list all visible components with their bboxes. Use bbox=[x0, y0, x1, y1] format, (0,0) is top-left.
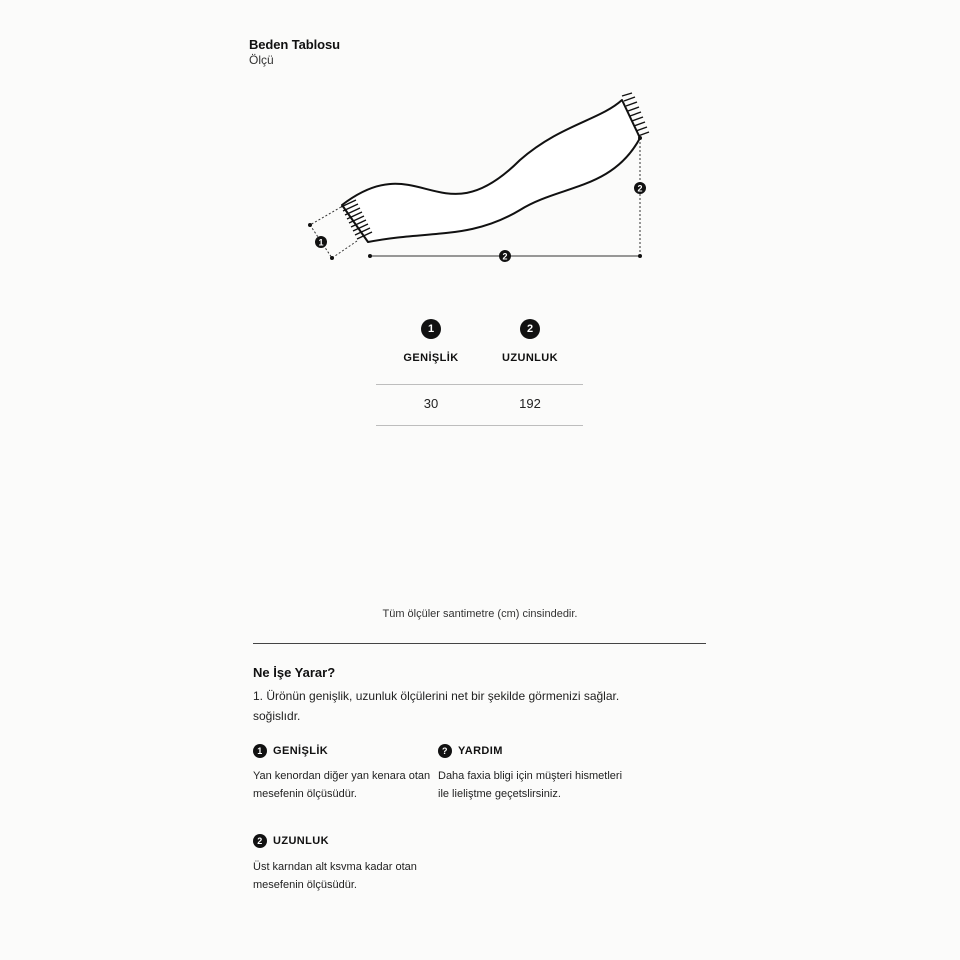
units-note: Tüm ölçüler santimetre (cm) cinsindedir. bbox=[382, 608, 578, 620]
info-width-heading bbox=[253, 744, 328, 758]
marker-2-icon bbox=[499, 250, 511, 262]
table-rule-top bbox=[376, 384, 583, 385]
badge-1-icon: 1 bbox=[421, 319, 441, 339]
svg-text:2: 2 bbox=[637, 183, 643, 194]
svg-text:1: 1 bbox=[318, 237, 324, 248]
svg-text:2: 2 bbox=[502, 251, 508, 262]
table-column-width bbox=[381, 319, 481, 339]
info-length-body: Üst karndan alt ksvma kadar otan mesefenin ölçüsüdür. bbox=[253, 861, 417, 891]
marker-1-icon bbox=[315, 236, 327, 248]
info-help-title: YARDIM bbox=[458, 745, 503, 757]
column-header-length: UZUNLUK bbox=[502, 352, 558, 364]
help-icon: ? bbox=[438, 744, 452, 758]
section-divider bbox=[253, 643, 706, 644]
table-rule-bottom bbox=[376, 425, 583, 426]
length-value: 192 bbox=[519, 396, 541, 411]
page-title: Beden Tablosu bbox=[249, 37, 340, 52]
table-column-length bbox=[480, 319, 580, 339]
badge-1-icon: 1 bbox=[253, 744, 267, 758]
page-subtitle: Ölçü bbox=[249, 53, 274, 67]
badge-2-icon: 2 bbox=[520, 319, 540, 339]
scarf-outline bbox=[342, 100, 643, 242]
column-header-width: GENİŞLİK bbox=[403, 352, 459, 364]
marker-2-vertical-icon bbox=[634, 182, 646, 194]
info-help-heading bbox=[438, 744, 503, 758]
info-length-title: UZUNLUK bbox=[273, 835, 329, 847]
why-title: Ne İşe Yarar? bbox=[253, 665, 336, 680]
width-value: 30 bbox=[423, 396, 439, 411]
info-width-body: Yan kenordan diğer yan kenara otan mesefenin ölçüsüdür. bbox=[253, 770, 431, 800]
badge-2-icon: 2 bbox=[253, 834, 267, 848]
info-help-body: Daha faxia bligi için müşteri hismetleri ile lieliştme geçetslirsiniz. bbox=[438, 770, 623, 800]
scarf-illustration bbox=[300, 88, 660, 268]
info-length-heading bbox=[253, 834, 329, 848]
why-text: 1. Ürönün genişlik, uzunluk ölçülerini net bir şekilde görmenizi sağlar. soğislıdr. bbox=[253, 689, 620, 723]
info-width-title: GENİŞLİK bbox=[273, 745, 329, 757]
